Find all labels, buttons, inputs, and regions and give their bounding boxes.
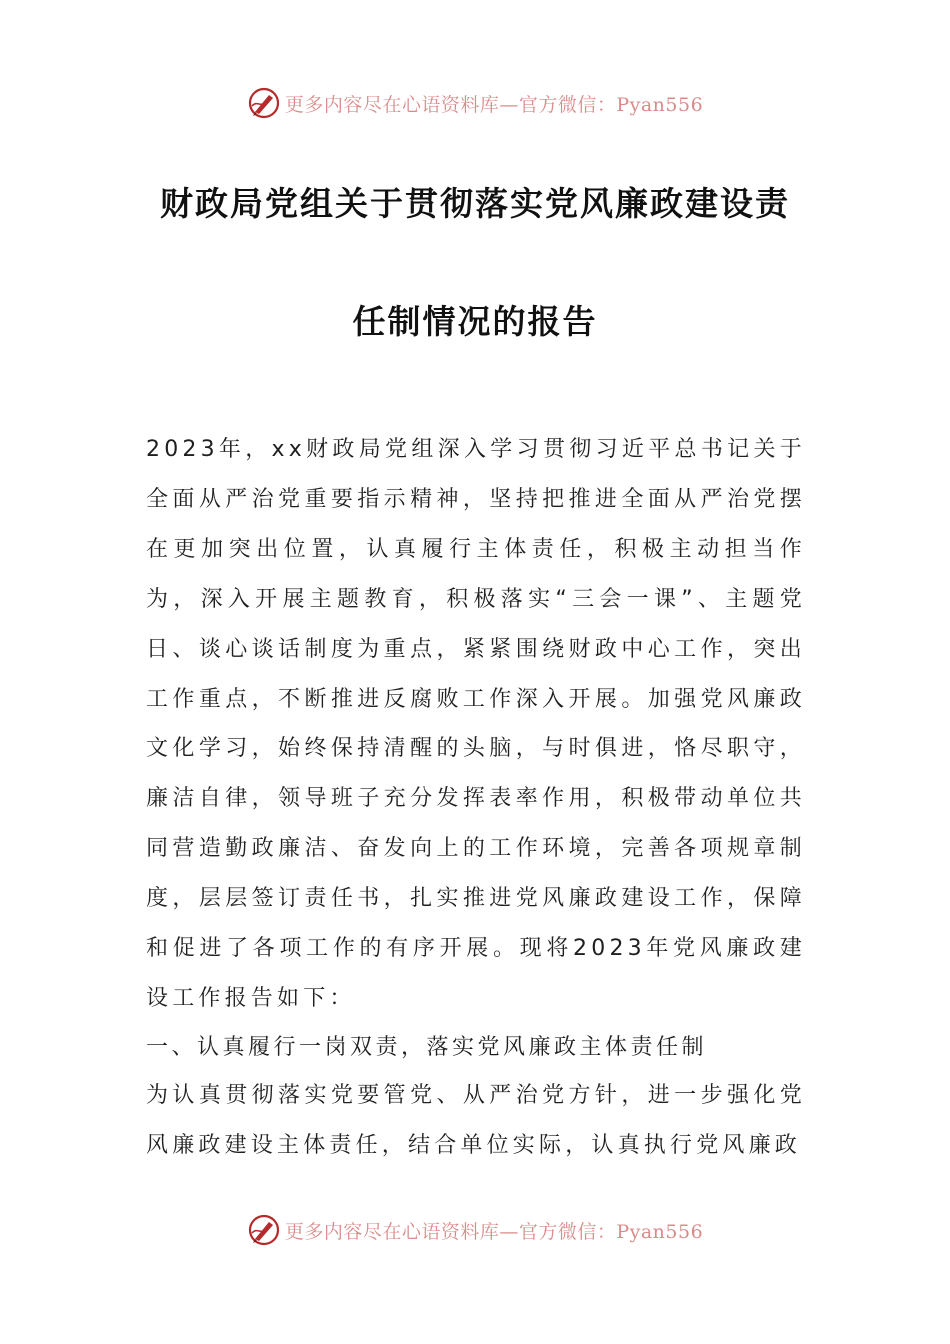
- header-watermark: [0, 83, 950, 123]
- document-title-line-2: 任制情况的报告: [352, 302, 598, 341]
- watermark-text: 更多内容尽在心语资料库—官方微信：Pyan556: [284, 93, 704, 116]
- body-paragraph-1: 2023年，xx财政局党组深入学习贯彻习近平总书记关于全面从严治党重要指示精神，坚持把推进全面从严治党摆在更加突出位置，认真履行主体责任，积极主动担当作为，深入开展主题教育，积极落实“三会一课”、主题党日、谈心谈话制度为重点，紧紧围绕财政中心工作，突出工作重点，不断推进反腐败工作深入开展。加强党风廉政文化学习，始终保持清醒的头脑，与时俱进，恪尽职守，廉洁自律，领导班子充分发挥表率作用，积极带动单位共同营造勤政廉洁、奋发向上的工作环境，完善各项规章制度，层层签订责任书，扎实推进党风廉政建设工作，保障和促进了各项工作的有序开展。现将2023年党风廉政建设工作报告如下：: [146, 437, 806, 1011]
- pen-logo-icon: [247, 86, 281, 120]
- body-paragraph-2: 为认真贯彻落实党要管党、从严治党方针，进一步强化党风廉政建设主体责任，结合单位实际，认真执行党风廉政: [146, 1082, 806, 1158]
- footer-watermark: [0, 1210, 950, 1250]
- document-title-line-1: 财政局党组关于贯彻落实党风廉政建设责: [160, 184, 790, 223]
- document-body: [146, 425, 806, 1171]
- section-heading-1: 一、认真履行一岗双责，落实党风廉政主体责任制: [146, 1034, 708, 1060]
- pen-logo-icon: [247, 1213, 281, 1247]
- watermark-text: 更多内容尽在心语资料库—官方微信：Pyan556: [284, 1220, 704, 1243]
